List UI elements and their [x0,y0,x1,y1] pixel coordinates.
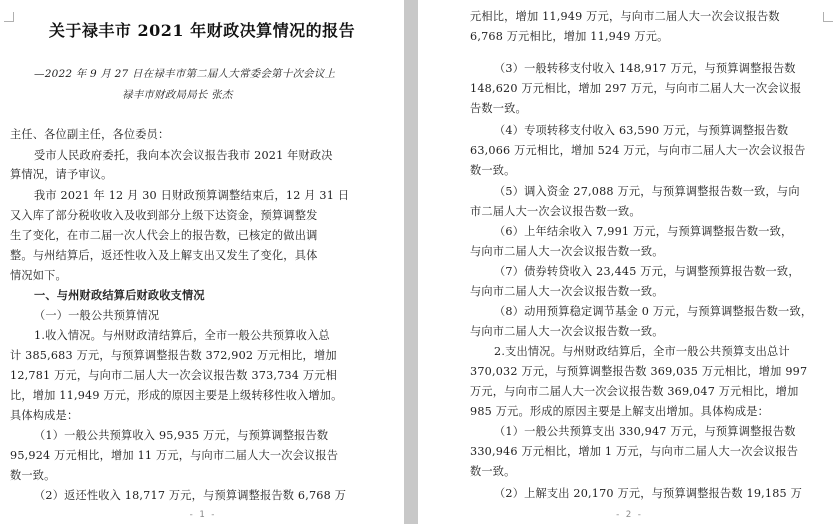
paragraph-line: 告数一致。 [470,102,527,115]
paragraph-line: 1.收入情况。与州财政清结算后，全市一般公共预算收入总 [34,329,330,342]
subsection-heading: （一）一般公共预算情况 [34,309,160,322]
paragraph-line: 受市人民政府委托，我向本次会议报告我市 2021 年财政决 [34,149,333,162]
paragraph-line: （4）专项转移支付收入 63,590 万元，与预算调整报告数 [494,124,789,137]
paragraph-line: 12,781 万元，与向市二届人大一次会议报告数 373,734 万元相 [10,369,338,382]
paragraph-line: （1）一般公共预算收入 95,935 万元，与预算调整报告数 [34,429,329,442]
paragraph-line: 万元，与向市二届人大一次会议报告数 369,047 万元相比，增加 [470,385,799,398]
subtitle-meeting: —2022 年 9 月 27 日在禄丰市第二届人大常委会第十次会议上 [34,68,336,80]
paragraph-line: 整。与州结算后，返还性收入及上解支出又发生了变化，具体 [10,249,318,262]
salutation: 主任、各位副主任，各位委员： [10,128,170,141]
paragraph-line: 市二届人大一次会议报告数一致。 [470,205,641,218]
document-page-1 [0,0,404,524]
paragraph-line: 95,924 万元相比，增加 11 万元，与向市二届人大一次会议报告 [10,449,339,462]
paragraph-line: 计 385,683 万元，与预算调整报告数 372,902 万元相比，增加 [10,349,337,362]
paragraph-line: 数一致。 [10,469,56,482]
paragraph-line: 具体构成是： [10,409,79,422]
paragraph-line: （3）一般转移支付收入 148,917 万元，与预算调整报告数 [494,62,796,75]
paragraph-line: 与向市二届人大一次会议报告数一致。 [470,245,664,258]
document-title: 关于禄丰市 2021 年财政决算情况的报告 [48,21,356,40]
crop-mark [823,12,833,22]
paragraph-line: （2）上解支出 20,170 万元，与预算调整报告数 19,185 万 [494,487,803,500]
paragraph-line: （2）返还性收入 18,717 万元，与预算调整报告数 6,768 万 [34,489,347,502]
paragraph-line: （7）债券转贷收入 23,445 万元，与调整预算报告数一致， [494,265,800,278]
paragraph-line: 生了变化，在市二届一次人代会上的报告数，已核定的做出调 [10,229,318,242]
paragraph-line: 算情况，请予审议。 [10,168,113,181]
paragraph-line: 与向市二届人大一次会议报告数一致。 [470,325,664,338]
paragraph-line: 63,066 万元相比，增加 524 万元，与向市二届人大一次会议报告 [470,144,806,157]
paragraph-line: （6）上年结余收入 7,991 万元，与预算调整报告数一致， [494,225,793,238]
section-heading: 一、与州财政结算后财政收支情况 [34,288,205,302]
paragraph-line: 又入库了部分税收收入及收到部分上级下达资金，预算调整发 [10,209,318,222]
page-number: - 2 - [614,510,643,520]
paragraph-line: 比，增加 11,949 万元，形成的原因主要是上级转移性收入增加。 [10,389,343,402]
paragraph-line: 370,032 万元，与预算调整报告数 369,035 万元相比，增加 997 [470,365,808,378]
paragraph-line: 数一致。 [470,465,516,478]
paragraph-line: 6,768 万元相比，增加 11,949 万元。 [470,30,669,43]
paragraph-line: 与向市二届人大一次会议报告数一致。 [470,285,664,298]
paragraph-line: 我市 2021 年 12 月 30 日财政预算调整结束后，12 月 31 日 [34,189,350,202]
paragraph-line: 2.支出情况。与州财政结算后，全市一般公共预算支出总计 [494,345,790,358]
subtitle-speaker: 禄丰市财政局局长 张杰 [122,89,233,101]
paragraph-line: 148,620 万元相比，增加 297 万元，与向市二届人大一次会议报 [470,82,802,95]
paragraph-line: （1）一般公共预算支出 330,947 万元，与预算调整报告数 [494,425,796,438]
paragraph-line: 985 万元。形成的原因主要是上解支出增加。具体构成是： [470,405,770,418]
paragraph-line: 数一致。 [470,164,516,177]
paragraph-line: 330,946 万元相比，增加 1 万元，与向市二届人大一次会议报告 [470,445,799,458]
document-page-2 [418,0,839,524]
page-number: - 1 - [188,510,216,520]
paragraph-line: （5）调入资金 27,088 万元，与预算调整报告数一致，与向 [494,185,800,198]
paragraph-line: 情况如下。 [10,269,67,282]
paragraph-line: 元相比，增加 11,949 万元，与向市二届人大一次会议报告数 [470,10,780,23]
paragraph-line: （8）动用预算稳定调节基金 0 万元，与预算调整报告数一致， [494,305,813,318]
